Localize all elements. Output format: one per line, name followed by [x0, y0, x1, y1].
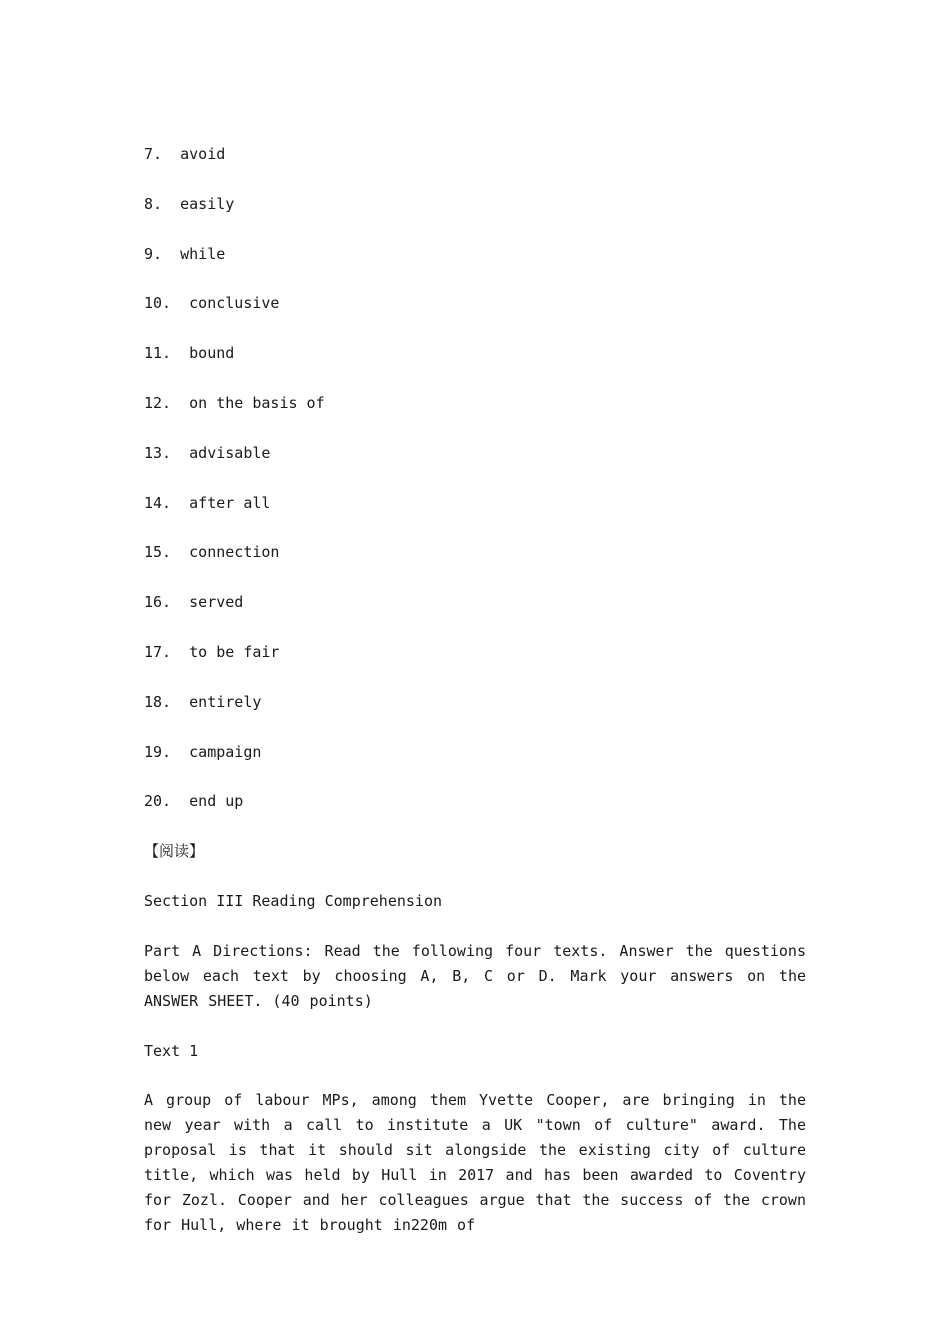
answer-item — [144, 491, 806, 516]
answer-item — [144, 391, 806, 416]
answer-text: on the basis of — [189, 393, 325, 412]
answer-item — [144, 142, 806, 167]
answer-number: 11. — [144, 344, 172, 363]
answer-number: 14. — [144, 493, 172, 512]
answer-item — [144, 789, 806, 814]
answer-item — [144, 640, 806, 665]
answer-text: served — [189, 593, 244, 612]
answer-number: 17. — [144, 642, 172, 661]
answer-number: 15. — [144, 543, 172, 562]
answer-text: bound — [189, 344, 235, 363]
answer-number: 9. — [144, 244, 163, 263]
answer-number: 12. — [144, 393, 172, 412]
answer-text: end up — [189, 792, 244, 811]
answer-number: 18. — [144, 692, 172, 711]
reading-heading: 【阅读】 — [144, 842, 205, 861]
answer-text: entirely — [189, 692, 262, 711]
answer-item — [144, 242, 806, 267]
document-page — [144, 142, 806, 1263]
section-title: Section III Reading Comprehension — [144, 891, 443, 910]
answer-text: easily — [180, 194, 235, 213]
answer-number: 8. — [144, 194, 163, 213]
answer-number: 7. — [144, 145, 163, 163]
text-body-paragraph: A group of labour MPs, among them Yvette Cooper, are bringing in the new year with a call to institute a UK "town of culture" award. The proposal is that it should sit alongside the existing city of culture title, which was held by Hull in 2017 and has been awarded to Coventry for Zozl. Cooper and her colleagues argue that the success of the crown for Hull, where it brought in220m of — [144, 1091, 806, 1235]
answer-item — [144, 441, 806, 466]
answer-text: after all — [189, 493, 271, 512]
answer-text: to be fair — [189, 642, 280, 661]
answer-item — [144, 740, 806, 765]
answer-text: conclusive — [189, 294, 280, 313]
answer-number: 20. — [144, 792, 172, 811]
directions-paragraph: Part A Directions: Read the following four texts. Answer the questions below each text by choosing A, B, C or D. Mark your answers on the ANSWER SHEET. (40 points) — [144, 941, 806, 1010]
answer-item — [144, 291, 806, 316]
answer-number: 13. — [144, 443, 172, 462]
answer-number: 10. — [144, 294, 172, 313]
answer-text: connection — [189, 543, 280, 562]
answer-item — [144, 590, 806, 615]
answer-text: campaign — [189, 742, 262, 761]
answer-text: avoid — [180, 145, 226, 163]
text-title: Text 1 — [144, 1041, 199, 1060]
answer-text: while — [180, 244, 226, 263]
answer-item — [144, 341, 806, 366]
answer-list — [144, 142, 806, 814]
answer-item — [144, 690, 806, 715]
answer-number: 16. — [144, 593, 172, 612]
answer-number: 19. — [144, 742, 172, 761]
answer-text: advisable — [189, 443, 271, 462]
answer-item — [144, 540, 806, 565]
answer-item — [144, 192, 806, 217]
